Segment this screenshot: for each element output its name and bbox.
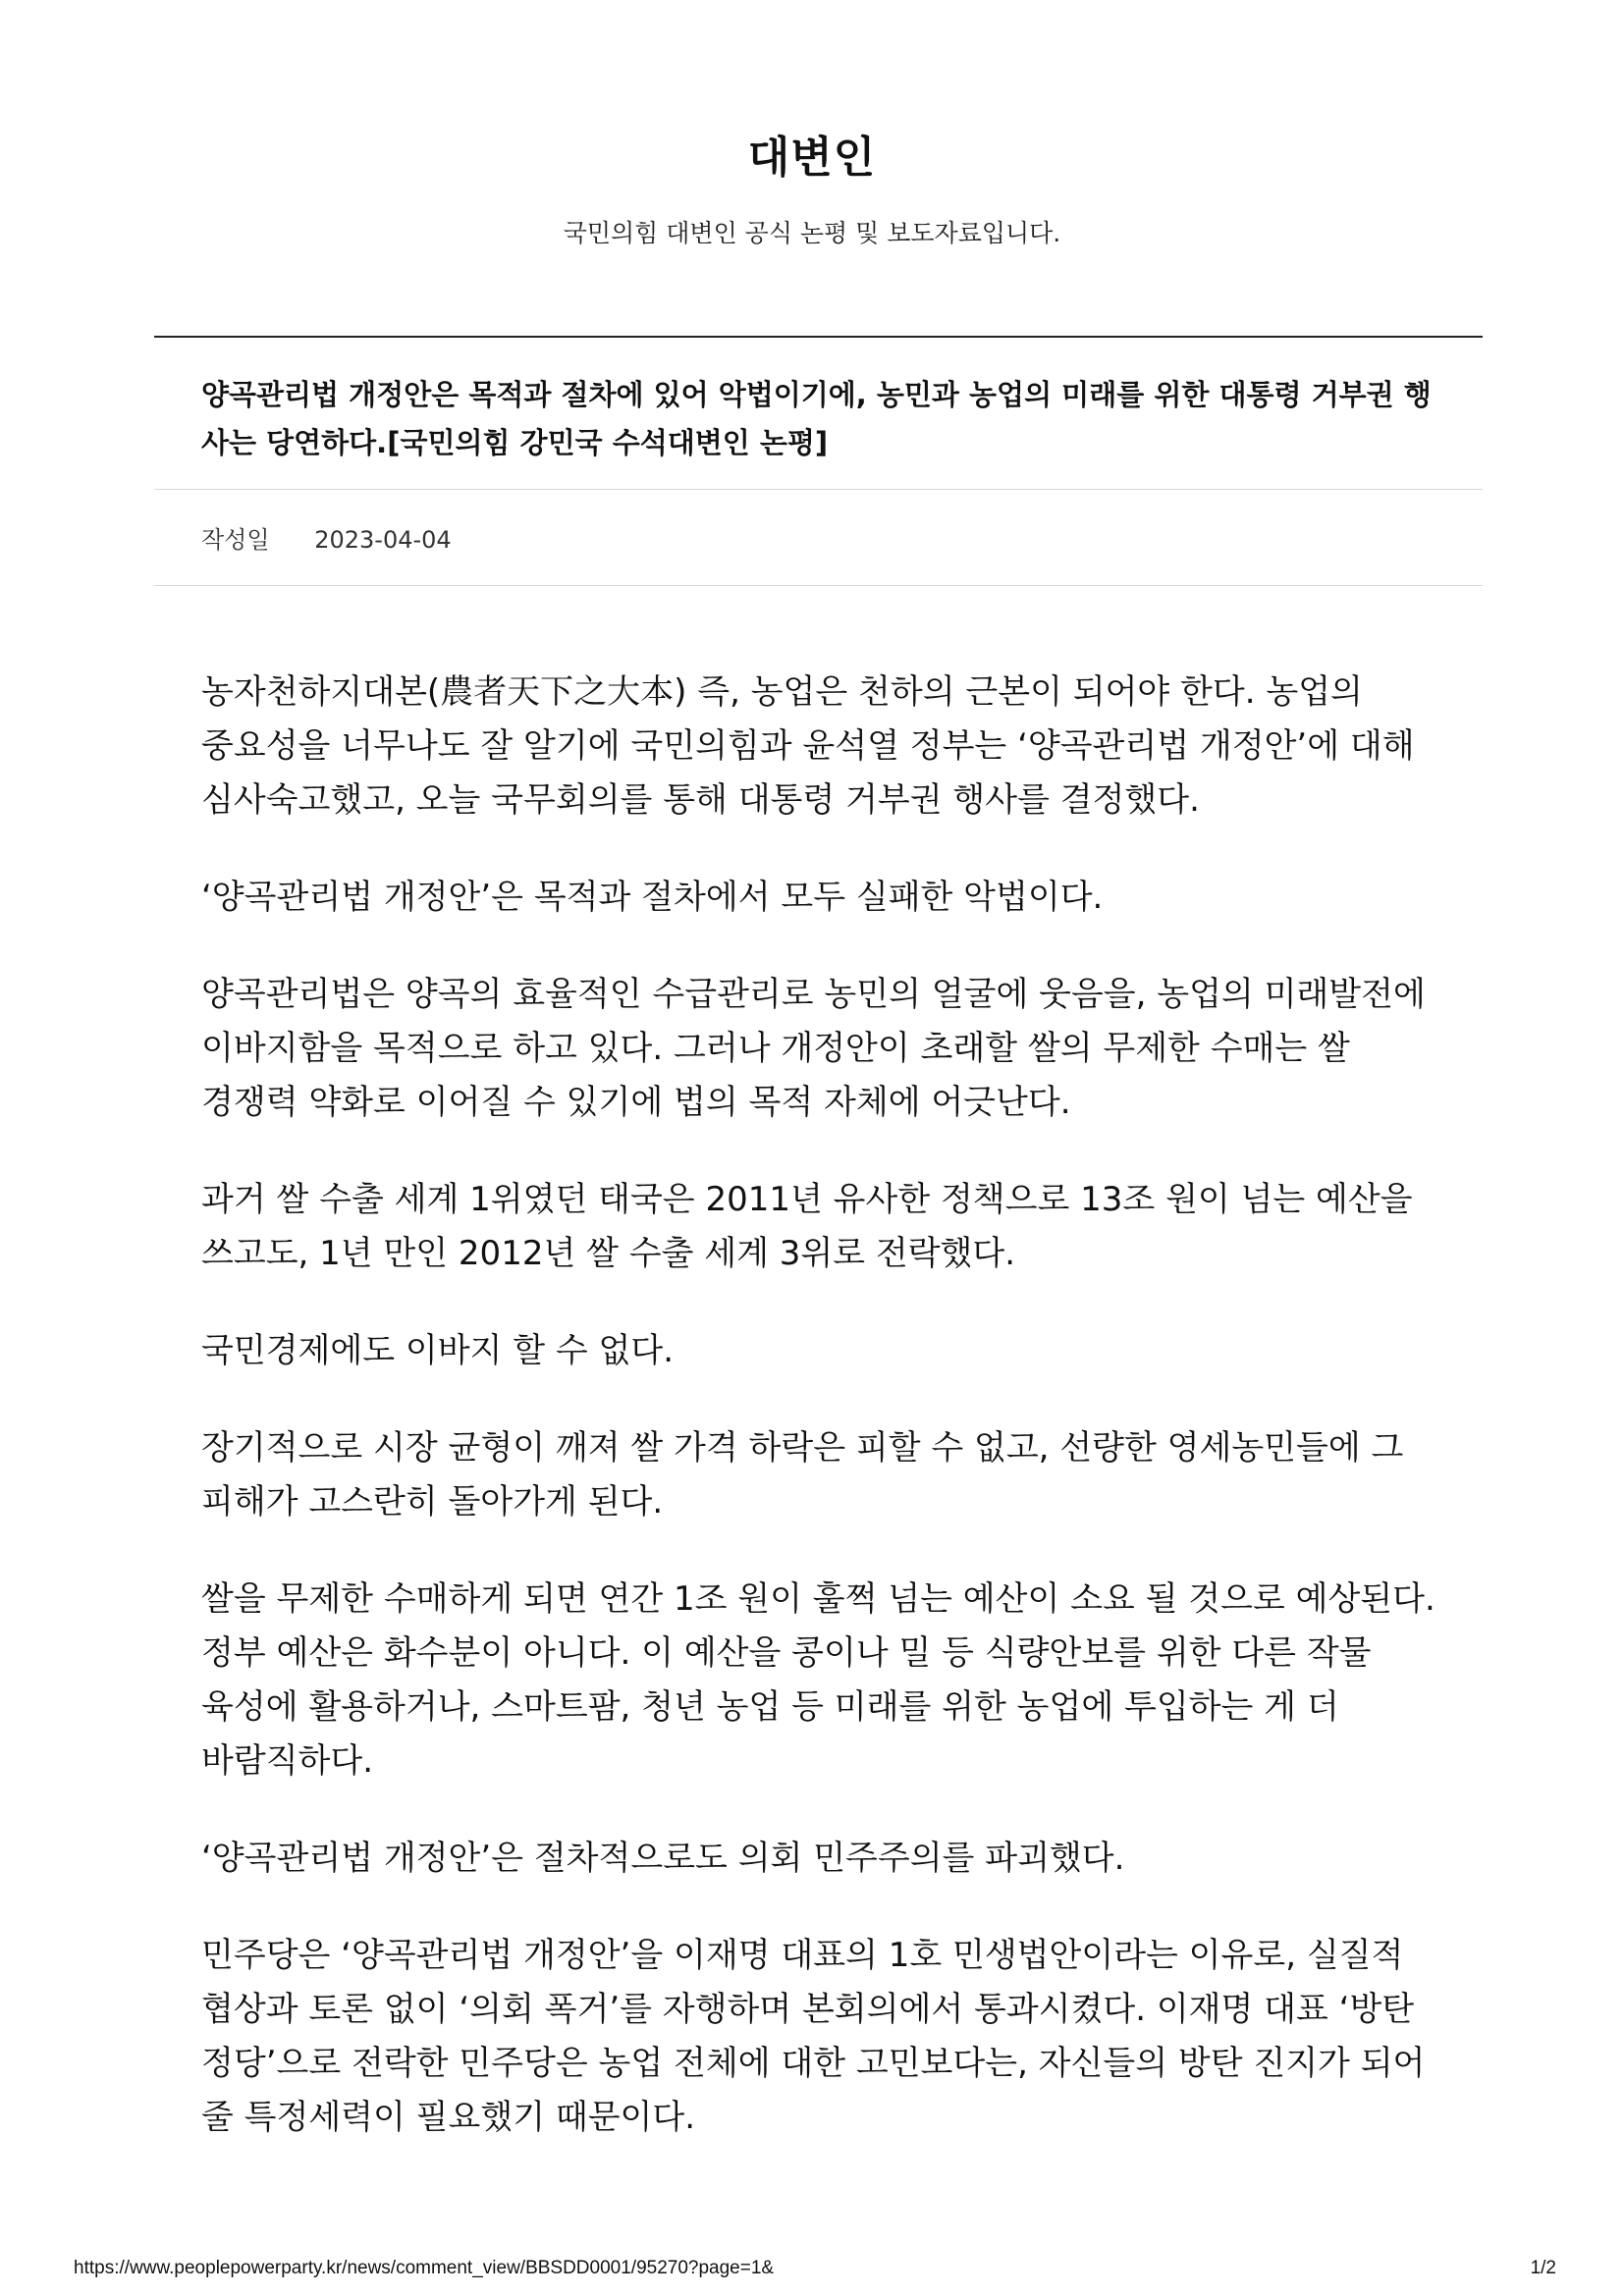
footer-url: https://www.peoplepowerparty.kr/news/comment_view/BBSDD0001/95270?page=1& (74, 2258, 775, 2278)
article-body (201, 666, 1448, 2188)
header-divider (154, 336, 1483, 338)
body-paragraph: ‘양곡관리법 개정안’은 목적과 절차에서 모두 실패한 악법이다. (201, 878, 1104, 917)
board-title: 대변인 (747, 133, 877, 183)
meta-divider (154, 585, 1483, 586)
body-paragraph: ‘양곡관리법 개정안’은 절차적으로도 의회 민주주의를 파괴했다. (201, 1839, 1125, 1878)
date-value: 2023-04-04 (314, 526, 452, 554)
board-subtitle: 국민의힘 대변인 공식 논평 및 보도자료입니다. (563, 219, 1061, 247)
print-footer (74, 2258, 1556, 2283)
date-label: 작성일 (201, 526, 270, 554)
body-paragraph: 장기적으로 시장 균형이 깨져 쌀 가격 하락은 피할 수 없고, 선량한 영세농민들에 그 피해가 고스란히 돌아가게 된다. (201, 1428, 1404, 1522)
body-paragraph: 민주당은 ‘양곡관리법 개정안’을 이재명 대표의 1호 민생법안이라는 이유로, 실질적 협상과 토론 없이 ‘의회 폭거’를 자행하며 본회의에서 통과시켰다. 이재명 대표 ‘방탄 정당’으로 전락한 민주당은 농업 전체에 대한 고민보다는, 자신들의 방탄 진지가 되어 줄 특정세력이 필요했기 때문이다. (201, 1936, 1426, 2137)
body-paragraph: 과거 쌀 수출 세계 1위였던 태국은 2011년 유사한 정책으로 13조 원이 넘는 예산을 쓰고도, 1년 만인 2012년 쌀 수출 세계 3위로 전락했다. (201, 1180, 1413, 1273)
article-title: 양곡관리법 개정안은 목적과 절차에 있어 악법이기에, 농민과 농업의 미래를 위한 대통령 거부권 행사는 당연하다.[국민의힘 강민국 수석대변인 논평] (201, 378, 1432, 459)
footer-page-number: 1/2 (1530, 2258, 1556, 2278)
body-paragraph: 쌀을 무제한 수매하게 되면 연간 1조 원이 훌쩍 넘는 예산이 소요 될 것으로 예상된다. 정부 예산은 화수분이 아니다. 이 예산을 콩이나 밀 등 식량안보를 위한 다른 작물 육성에 활용하거나, 스마트팜, 청년 농업 등 미래를 위한 농업에 투입하는 게 더 바람직하다. (201, 1579, 1435, 1781)
body-paragraph: 국민경제에도 이바지 할 수 없다. (201, 1331, 675, 1370)
body-paragraph: 농자천하지대본(農者天下之大本) 즉, 농업은 천하의 근본이 되어야 한다. 농업의 중요성을 너무나도 잘 알기에 국민의힘과 윤석열 정부는 ‘양곡관리법 개정안’에 대해 심사숙고했고, 오늘 국무회의를 통해 대통령 거부권 행사를 결정했다. (201, 672, 1415, 820)
body-paragraph: 양곡관리법은 양곡의 효율적인 수급관리로 농민의 얼굴에 웃음을, 농업의 미래발전에 이바지함을 목적으로 하고 있다. 그러나 개정안이 초래할 쌀의 무제한 수매는 쌀 경쟁력 약화로 이어질 수 있기에 법의 목적 자체에 어긋난다. (201, 975, 1426, 1122)
title-divider (154, 489, 1483, 490)
article-meta (201, 520, 452, 554)
